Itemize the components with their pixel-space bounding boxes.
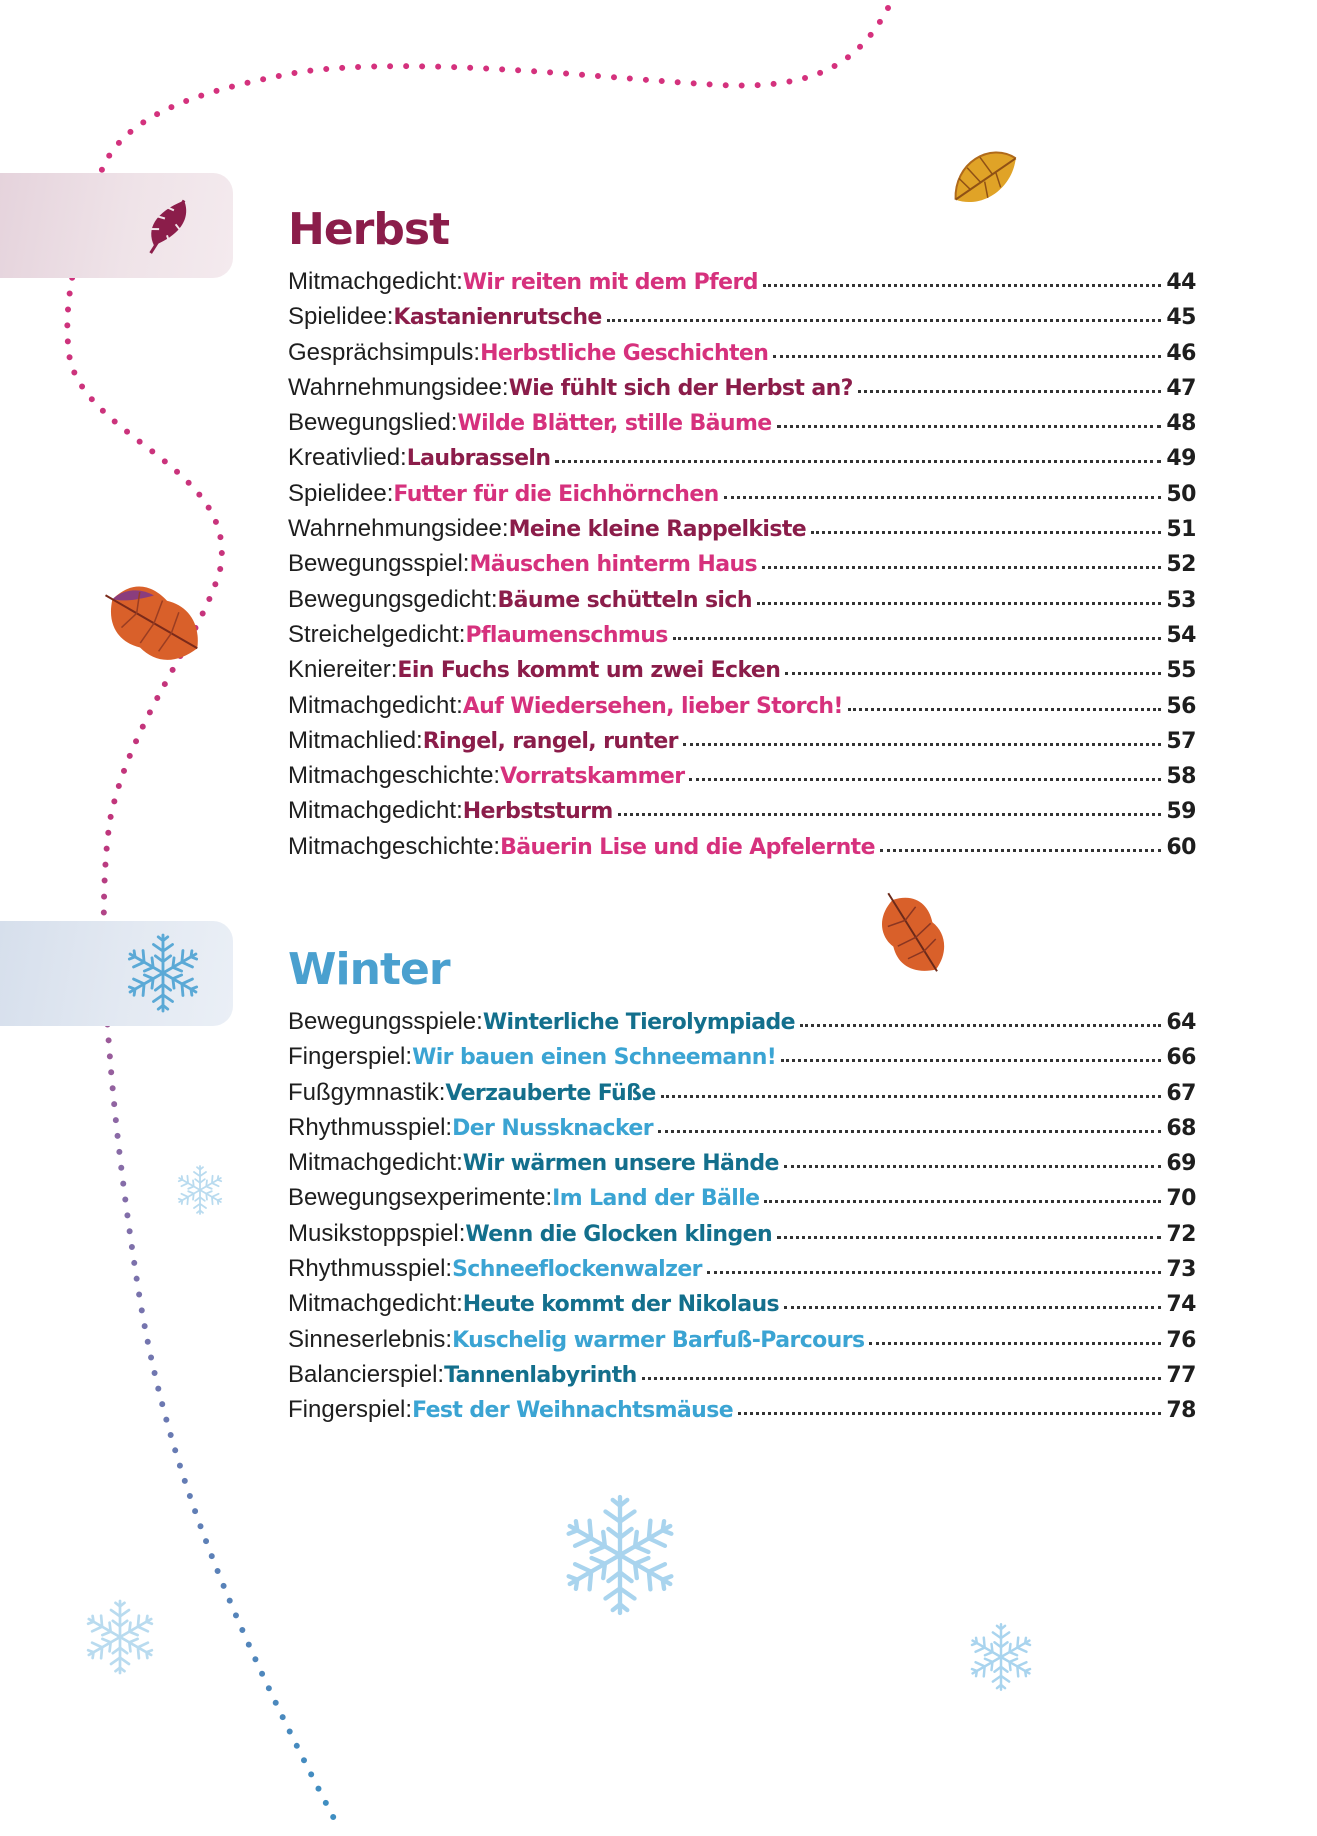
entry-title: Meine kleine Rappelkiste [508, 517, 807, 543]
entry-title: Wir wärmen unsere Hände [462, 1151, 779, 1177]
toc-entry[interactable] [288, 1220, 1196, 1255]
entry-kind: Rhythmusspiel: [288, 1255, 453, 1283]
dot-leader [784, 1302, 1161, 1309]
dot-leader [784, 1161, 1162, 1168]
entry-title: Pflaumenschmus [465, 622, 668, 648]
dot-leader [763, 280, 1162, 287]
entry-page-number: 76 [1166, 1327, 1196, 1353]
toc-entry[interactable] [288, 374, 1196, 409]
entry-title: Heute kommt der Nikolaus [462, 1292, 780, 1318]
entry-title: Auf Wiedersehen, lieber Storch! [462, 693, 843, 719]
dot-leader [858, 386, 1162, 393]
toc-entry[interactable] [288, 1255, 1196, 1290]
toc-entry[interactable] [288, 550, 1196, 585]
entry-page-number: 66 [1166, 1045, 1196, 1071]
dot-leader [707, 1267, 1161, 1274]
entry-kind: Sinneserlebnis: [288, 1325, 453, 1353]
winter-section-tab [0, 921, 233, 1026]
entry-kind: Bewegungsexperimente: [288, 1184, 553, 1212]
entry-title: Wir reiten mit dem Pferd [462, 270, 758, 295]
entry-title: Ein Fuchs kommt um zwei Ecken [397, 658, 781, 684]
entry-page-number: 55 [1166, 658, 1196, 684]
entry-page-number: 60 [1166, 834, 1196, 860]
entry-page-number: 73 [1166, 1257, 1196, 1283]
leaf-illustration-middle [91, 571, 212, 674]
entry-kind: Mitmachlied: [288, 726, 423, 754]
entry-page-number: 47 [1166, 375, 1196, 401]
entry-title: Fest der Weihnachtsmäuse [412, 1398, 734, 1424]
entry-kind: Bewegungsspiel: [288, 550, 470, 578]
entry-title: Herbststurm [462, 799, 613, 825]
entry-page-number: 48 [1166, 411, 1196, 437]
entry-kind: Balancierspiel: [288, 1360, 445, 1388]
dot-leader [880, 845, 1161, 852]
entry-title: Der Nussknacker [452, 1115, 654, 1141]
toc-entry[interactable] [288, 480, 1196, 515]
toc-entry[interactable] [288, 1079, 1196, 1114]
toc-entry[interactable] [288, 656, 1196, 691]
winter-entry-list [288, 1008, 1196, 1432]
snowflake-decoration-3 [84, 1601, 155, 1673]
toc-entry[interactable] [288, 1149, 1196, 1184]
toc-entry[interactable] [288, 1396, 1196, 1431]
dot-leader [683, 739, 1161, 746]
entry-page-number: 57 [1166, 728, 1196, 754]
entry-title: Wie fühlt sich der Herbst an? [508, 375, 853, 401]
toc-entry[interactable] [288, 762, 1196, 797]
toc-entry[interactable] [288, 692, 1196, 727]
entry-page-number: 54 [1166, 622, 1196, 648]
entry-page-number: 78 [1166, 1398, 1196, 1424]
dot-leader [848, 704, 1162, 711]
entry-page-number: 77 [1166, 1362, 1196, 1388]
dot-leader [773, 351, 1161, 358]
entry-title: Kuschelig warmer Barfuß-Parcours [452, 1327, 865, 1353]
entry-kind: Mitmachgeschichte: [288, 762, 501, 790]
entry-title: Laubrasseln [406, 446, 551, 472]
toc-entry[interactable] [288, 1290, 1196, 1325]
entry-kind: Mitmachgedicht: [288, 268, 463, 295]
section-heading-winter: Winter [288, 944, 450, 995]
herbst-section-tab [0, 173, 233, 278]
entry-page-number: 68 [1166, 1115, 1196, 1141]
entry-kind: Mitmachgedicht: [288, 1149, 463, 1177]
entry-page-number: 69 [1166, 1151, 1196, 1177]
entry-kind: Bewegungslied: [288, 409, 458, 437]
entry-title: Vorratskammer [500, 764, 685, 790]
entry-kind: Gesprächsimpuls: [288, 338, 481, 366]
toc-entry[interactable] [288, 1008, 1196, 1043]
entry-kind: Mitmachgedicht: [288, 691, 463, 719]
entry-title: Kastanienrutsche [393, 305, 602, 331]
entry-page-number: 74 [1166, 1292, 1196, 1318]
entry-title: Wilde Blätter, stille Bäume [457, 411, 772, 437]
entry-kind: Mitmachgedicht: [288, 1290, 463, 1318]
toc-entry[interactable] [288, 1043, 1196, 1078]
entry-page-number: 67 [1166, 1080, 1196, 1106]
entry-kind: Fußgymnastik: [288, 1078, 446, 1106]
dot-leader [661, 1091, 1162, 1098]
entry-page-number: 46 [1166, 340, 1196, 366]
toc-entry[interactable] [288, 515, 1196, 550]
dot-leader [618, 809, 1162, 816]
dot-leader [738, 1408, 1161, 1415]
toc-entry[interactable] [288, 797, 1196, 832]
entry-kind: Musikstoppspiel: [288, 1219, 466, 1247]
dot-leader [689, 774, 1161, 781]
entry-kind: Mitmachgeschichte: [288, 832, 501, 860]
entry-title: Winterliche Tierolympiade [482, 1010, 795, 1035]
dot-leader [724, 492, 1162, 499]
entry-title: Bäuerin Lise und die Apfelernte [500, 834, 875, 860]
entry-page-number: 49 [1166, 446, 1196, 472]
snowflake-decoration-2 [563, 1497, 678, 1613]
leaf-icon [0, 173, 233, 278]
dot-leader [764, 1196, 1161, 1203]
toc-entry[interactable] [288, 444, 1196, 479]
winter-section [288, 940, 1196, 1432]
dot-leader [555, 456, 1161, 463]
entry-page-number: 51 [1166, 517, 1196, 543]
entry-kind: Fingerspiel: [288, 1043, 413, 1071]
entry-kind: Bewegungsspiele: [288, 1008, 483, 1035]
entry-title: Verzauberte Füße [445, 1080, 656, 1106]
entry-page-number: 58 [1166, 764, 1196, 790]
dot-leader [777, 421, 1162, 428]
entry-title: Herbstliche Geschichten [480, 340, 769, 366]
entry-kind: Bewegungsgedicht: [288, 585, 498, 613]
toc-entry[interactable] [288, 339, 1196, 374]
entry-title: Wir bauen einen Schneemann! [412, 1045, 777, 1071]
entry-title: Bäume schütteln sich [497, 587, 752, 613]
dot-leader [869, 1338, 1161, 1345]
toc-entry[interactable] [288, 1326, 1196, 1361]
entry-kind: Kreativlied: [288, 444, 407, 472]
entry-kind: Kniereiter: [288, 656, 398, 684]
entry-kind: Mitmachgedicht: [288, 797, 463, 825]
entry-title: Ringel, rangel, runter [422, 728, 678, 754]
snowflake-decoration-4 [968, 1624, 1033, 1690]
toc-entry[interactable] [288, 586, 1196, 621]
dot-leader [785, 668, 1161, 675]
entry-title: Wenn die Glocken klingen [465, 1221, 773, 1247]
dot-leader [757, 598, 1161, 605]
entry-page-number: 53 [1166, 587, 1196, 613]
entry-kind: Spielidee: [288, 303, 394, 331]
toc-entry[interactable] [288, 1184, 1196, 1219]
entry-page-number: 45 [1166, 305, 1196, 331]
herbst-section [288, 200, 1196, 868]
toc-entry[interactable] [288, 727, 1196, 762]
entry-title: Futter für die Eichhörnchen [393, 481, 719, 507]
dot-leader [800, 1020, 1161, 1027]
entry-kind: Rhythmusspiel: [288, 1113, 453, 1141]
entry-kind: Wahrnehmungsidee: [288, 515, 509, 543]
toc-entry[interactable] [288, 409, 1196, 444]
dot-leader [607, 315, 1162, 322]
entry-title: Im Land der Bälle [552, 1186, 760, 1212]
entry-page-number: 56 [1166, 693, 1196, 719]
dot-leader [762, 562, 1161, 569]
entry-page-number: 59 [1166, 799, 1196, 825]
entry-title: Schneeflockenwalzer [452, 1257, 702, 1283]
entry-kind: Fingerspiel: [288, 1396, 413, 1424]
entry-page-number: 64 [1166, 1010, 1196, 1035]
toc-entry[interactable] [288, 1114, 1196, 1149]
dot-leader [781, 1055, 1161, 1062]
dot-leader [811, 527, 1161, 534]
dot-leader [642, 1373, 1162, 1380]
dot-leader [777, 1232, 1161, 1239]
section-heading-herbst: Herbst [288, 204, 450, 255]
snowflake-icon [0, 921, 233, 1026]
toc-entry[interactable] [288, 1361, 1196, 1396]
entry-page-number: 52 [1166, 552, 1196, 578]
entry-title: Mäuschen hinterm Haus [469, 552, 758, 578]
entry-kind: Wahrnehmungsidee: [288, 373, 509, 401]
toc-entry[interactable] [288, 303, 1196, 338]
entry-kind: Streichelgedicht: [288, 620, 466, 648]
entry-page-number: 44 [1166, 270, 1196, 295]
entry-page-number: 70 [1166, 1186, 1196, 1212]
herbst-entry-list [288, 268, 1196, 868]
snowflake-decoration-1 [176, 1166, 224, 1214]
entry-page-number: 72 [1166, 1221, 1196, 1247]
toc-entry[interactable] [288, 621, 1196, 656]
dot-leader [673, 633, 1162, 640]
entry-page-number: 50 [1166, 481, 1196, 507]
toc-entry[interactable] [288, 268, 1196, 303]
dot-leader [658, 1126, 1161, 1133]
toc-entry[interactable] [288, 833, 1196, 868]
entry-title: Tannenlabyrinth [444, 1362, 637, 1388]
entry-kind: Spielidee: [288, 479, 394, 507]
